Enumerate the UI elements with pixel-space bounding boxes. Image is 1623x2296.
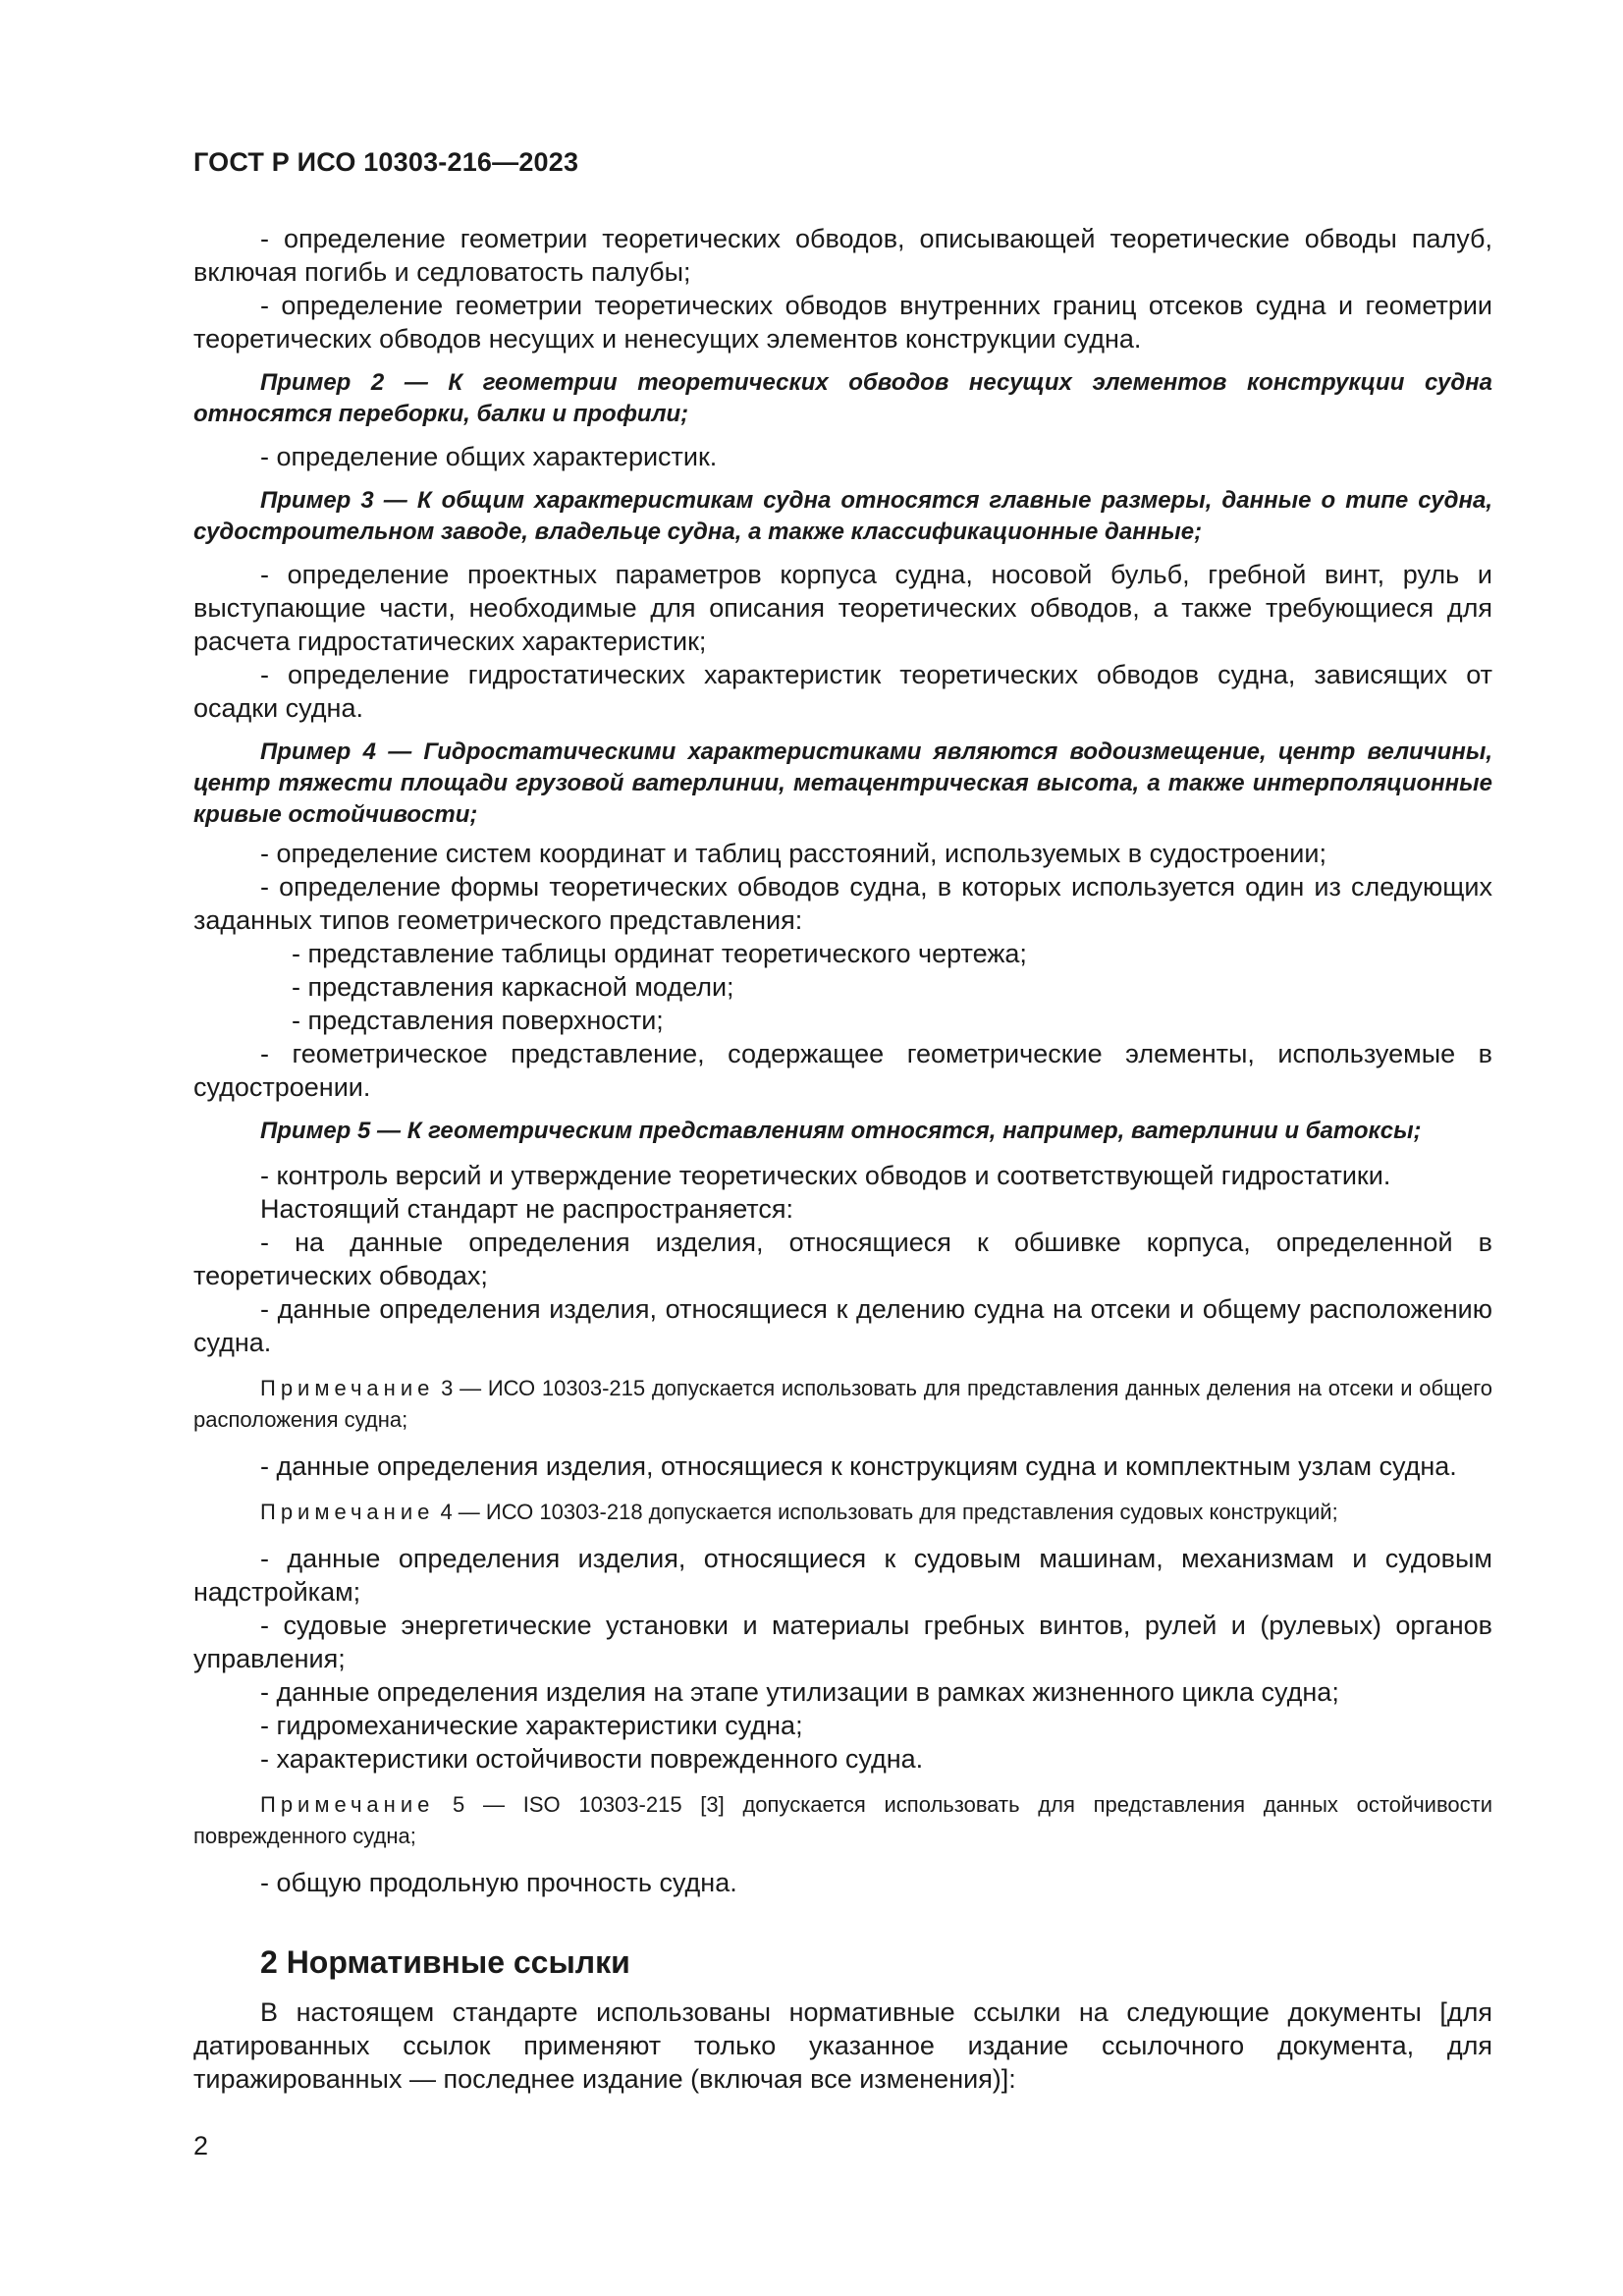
paragraph: - гидромеханические характеристики судна; — [260, 1711, 803, 1740]
paragraph: - данные определения изделия, относящиеся к судовым машинам, механизмам и судовым надстройкам; — [193, 1544, 1492, 1607]
note-text: 5 — ISO 10303-215 [3] допускается использовать для представления данных остойчивости поврежденного судна; — [193, 1792, 1492, 1848]
paragraph: - определение систем координат и таблиц расстояний, используемых в судостроении; — [260, 839, 1326, 868]
paragraph: - определение проектных параметров корпуса судна, носовой бульб, гребной винт, руль и выступающие части, необходимые для описания теоретических обводов, а также требующиеся для расчета гидростатических характеристик; — [193, 560, 1492, 656]
example-2: Пример 2 — К геометрии теоретических обводов несущих элементов конструкции судна относятся переборки, балки и профили; — [193, 369, 1492, 427]
note-label: Примечание — [260, 1792, 435, 1817]
paragraph: В настоящем стандарте использованы нормативные ссылки на следующие документы [для датированных ссылок применяют только указанное издание ссылочного документа, для тиражированных — последнее издание (включая все изменения)]: — [193, 1997, 1492, 2094]
sub-list-item: - представление таблицы ординат теоретического чертежа; — [292, 939, 1027, 968]
paragraph: Настоящий стандарт не распространяется: — [260, 1194, 793, 1224]
note-5 — [193, 1789, 1492, 1852]
note-text: 3 — ИСО 10303-215 допускается использовать для представления данных деления на отсеки и общего расположения судна; — [193, 1376, 1492, 1432]
paragraph: - определение формы теоретических обводов судна, в которых используется один из следующих заданных типов геометрического представления: — [193, 872, 1492, 935]
note-text: 4 — ИСО 10303-218 допускается использовать для представления судовых конструкций; — [434, 1500, 1338, 1524]
note-label: Примечание — [260, 1376, 435, 1400]
paragraph: - общую продольную прочность судна. — [260, 1868, 737, 1897]
paragraph: - данные определения изделия, относящиеся к конструкциям судна и комплектным узлам судна. — [260, 1451, 1457, 1481]
paragraph: - определение геометрии теоретических обводов, описывающей теоретические обводы палуб, включая погибь и седловатость палубы; — [193, 224, 1492, 287]
paragraph: - контроль версий и утверждение теоретических обводов и соответствующей гидростатики. — [260, 1161, 1391, 1190]
paragraph: - характеристики остойчивости поврежденного судна. — [260, 1744, 924, 1774]
paragraph: - определение общих характеристик. — [260, 442, 718, 471]
paragraph: - судовые энергетические установки и материалы гребных винтов, рулей и (рулевых) органов управления; — [193, 1611, 1492, 1673]
note-label: Примечание — [260, 1500, 435, 1524]
section-heading: 2 Нормативные ссылки — [260, 1944, 630, 1980]
page-number: 2 — [193, 2131, 209, 2160]
paragraph: - определение геометрии теоретических обводов внутренних границ отсеков судна и геометрии теоретических обводов несущих и ненесущих элементов конструкции судна. — [193, 291, 1492, 354]
sub-list-item: - представления каркасной модели; — [292, 972, 734, 1002]
example-3: Пример 3 — К общим характеристикам судна относятся главные размеры, данные о типе судна, судостроительном заводе, владельце судна, а также классификационные данные; — [193, 487, 1492, 545]
paragraph: - данные определения изделия, относящиеся к делению судна на отсеки и общему расположению судна. — [193, 1294, 1492, 1357]
example-4: Пример 4 — Гидростатическими характеристиками являются водоизмещение, центр величины, центр тяжести площади грузовой ватерлинии, метацентрическая высота, а также интерполяционные кривые остойчивости; — [193, 738, 1492, 828]
note-4 — [193, 1497, 1492, 1528]
document-body — [193, 222, 1492, 2096]
paragraph: - определение гидростатических характеристик теоретических обводов судна, зависящих от осадки судна. — [193, 660, 1492, 723]
paragraph: - данные определения изделия на этапе утилизации в рамках жизненного цикла судна; — [260, 1677, 1339, 1707]
paragraph: - на данные определения изделия, относящиеся к обшивке корпуса, определенной в теоретических обводах; — [193, 1228, 1492, 1290]
document-header: ГОСТ Р ИСО 10303-216—2023 — [193, 147, 579, 177]
sub-list-item: - представления поверхности; — [292, 1006, 664, 1035]
note-3 — [193, 1373, 1492, 1436]
paragraph: - геометрическое представление, содержащее геометрические элементы, используемые в судостроении. — [193, 1039, 1492, 1102]
example-5: Пример 5 — К геометрическим представлениям относятся, например, ватерлинии и батоксы; — [260, 1118, 1422, 1144]
